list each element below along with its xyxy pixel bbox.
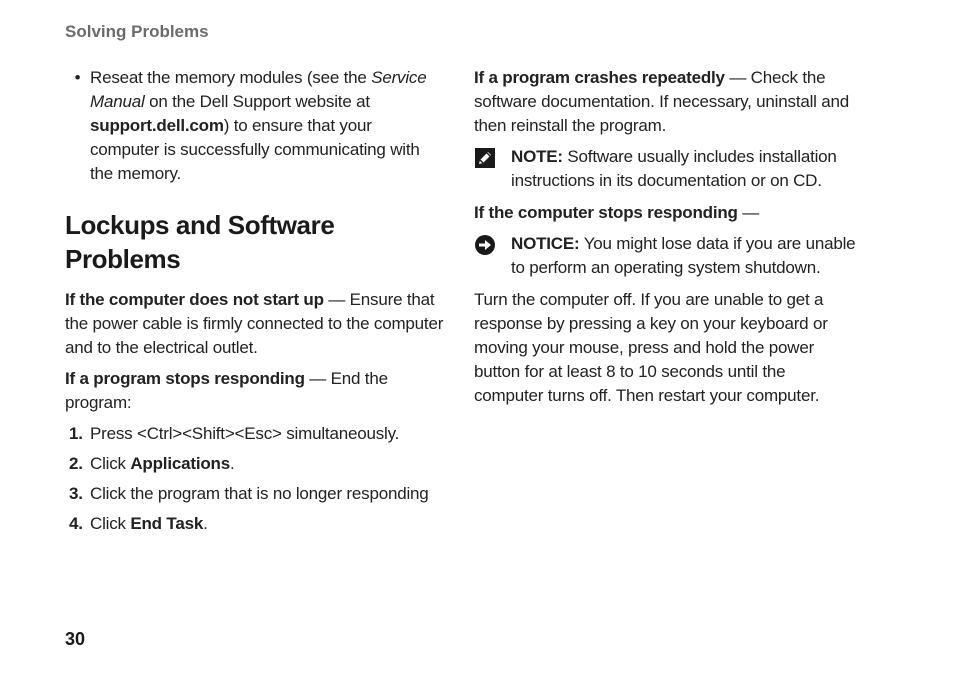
step-text: [90, 482, 445, 506]
stops-responding-paragraph: [65, 367, 445, 415]
step-text: [90, 512, 445, 536]
bullet-mark: •: [74, 68, 81, 87]
turn-off-paragraph: Turn the computer off. If you are unable to get a response by pressing a key on your keyboard or moving your mouse, press and hold the power button for at least 8 to 10 seconds until the computer turns off. Then restart your computer.: [474, 290, 828, 405]
step-text-bold: End Task: [130, 514, 204, 533]
bullet-text: [90, 66, 445, 186]
step-number: 4.: [69, 514, 83, 533]
no-start-paragraph: [65, 288, 445, 360]
crashes-paragraph: [474, 66, 859, 138]
step-text: [90, 452, 445, 476]
note-text: [511, 145, 859, 193]
paragraph-lead: If the computer stops responding: [474, 203, 738, 222]
step-number: 3.: [69, 484, 83, 503]
section-header: Solving Problems: [65, 22, 209, 41]
notice-body: You might lose data if you are unable to perform an operating system shutdown.: [511, 234, 856, 277]
step-text-part: Click the program that is no longer responding: [90, 484, 429, 503]
notice-text: [511, 232, 859, 280]
paragraph-body: — Check the software documentation. If necessary, uninstall and then reinstall the program.: [474, 68, 850, 135]
pencil-note-icon: [474, 145, 511, 193]
step-number: 1.: [69, 424, 83, 443]
notice-arrow-icon: [474, 232, 511, 280]
paragraph-lead: If the computer does not start up: [65, 290, 324, 309]
step-number: 2.: [69, 454, 83, 473]
note-body: Software usually includes installation instructions in its documentation or on CD.: [511, 147, 837, 190]
note-label: NOTE:: [511, 147, 563, 166]
section-heading: Lockups and Software Problems: [65, 210, 335, 274]
steps-list: [65, 422, 445, 536]
right-column: [474, 66, 859, 415]
step-text-part: Click: [90, 454, 131, 473]
note-callout: [474, 145, 859, 193]
memory-bullet: [65, 66, 445, 186]
step-text-bold: Applications: [130, 454, 230, 473]
step-text-part: .: [203, 514, 208, 533]
step-text: [90, 422, 445, 446]
list-item: [65, 512, 445, 536]
list-item: [65, 452, 445, 476]
paragraph-lead: If a program stops responding: [65, 369, 305, 388]
step-text-part: Press <Ctrl><Shift><Esc> simultaneously.: [90, 424, 400, 443]
service-manual-ref: Service Manual: [90, 68, 427, 111]
paragraph-lead: If a program crashes repeatedly: [474, 68, 725, 87]
left-column: [65, 66, 445, 542]
notice-label: NOTICE:: [511, 234, 580, 253]
computer-stops-paragraph: [474, 201, 859, 225]
notice-callout: [474, 232, 859, 280]
step-text-part: .: [229, 454, 235, 473]
list-item: [65, 422, 445, 446]
step-text-part: Click: [90, 514, 131, 533]
support-site-ref: support.dell.com: [90, 116, 224, 135]
paragraph-body: — Ensure that the power cable is firmly connected to the computer and to the electrical outlet.: [65, 290, 444, 357]
bullet-text-part: on the Dell Support website at: [144, 92, 370, 111]
page-number: 30: [65, 629, 86, 649]
list-item: [65, 482, 445, 506]
paragraph-body: — End the program:: [65, 369, 388, 412]
bullet-text-part: Reseat the memory modules (see the: [90, 68, 372, 87]
paragraph-body: —: [737, 203, 760, 222]
bullet-text-part: ) to ensure that your computer is successfully communicating with the memory.: [90, 116, 420, 183]
